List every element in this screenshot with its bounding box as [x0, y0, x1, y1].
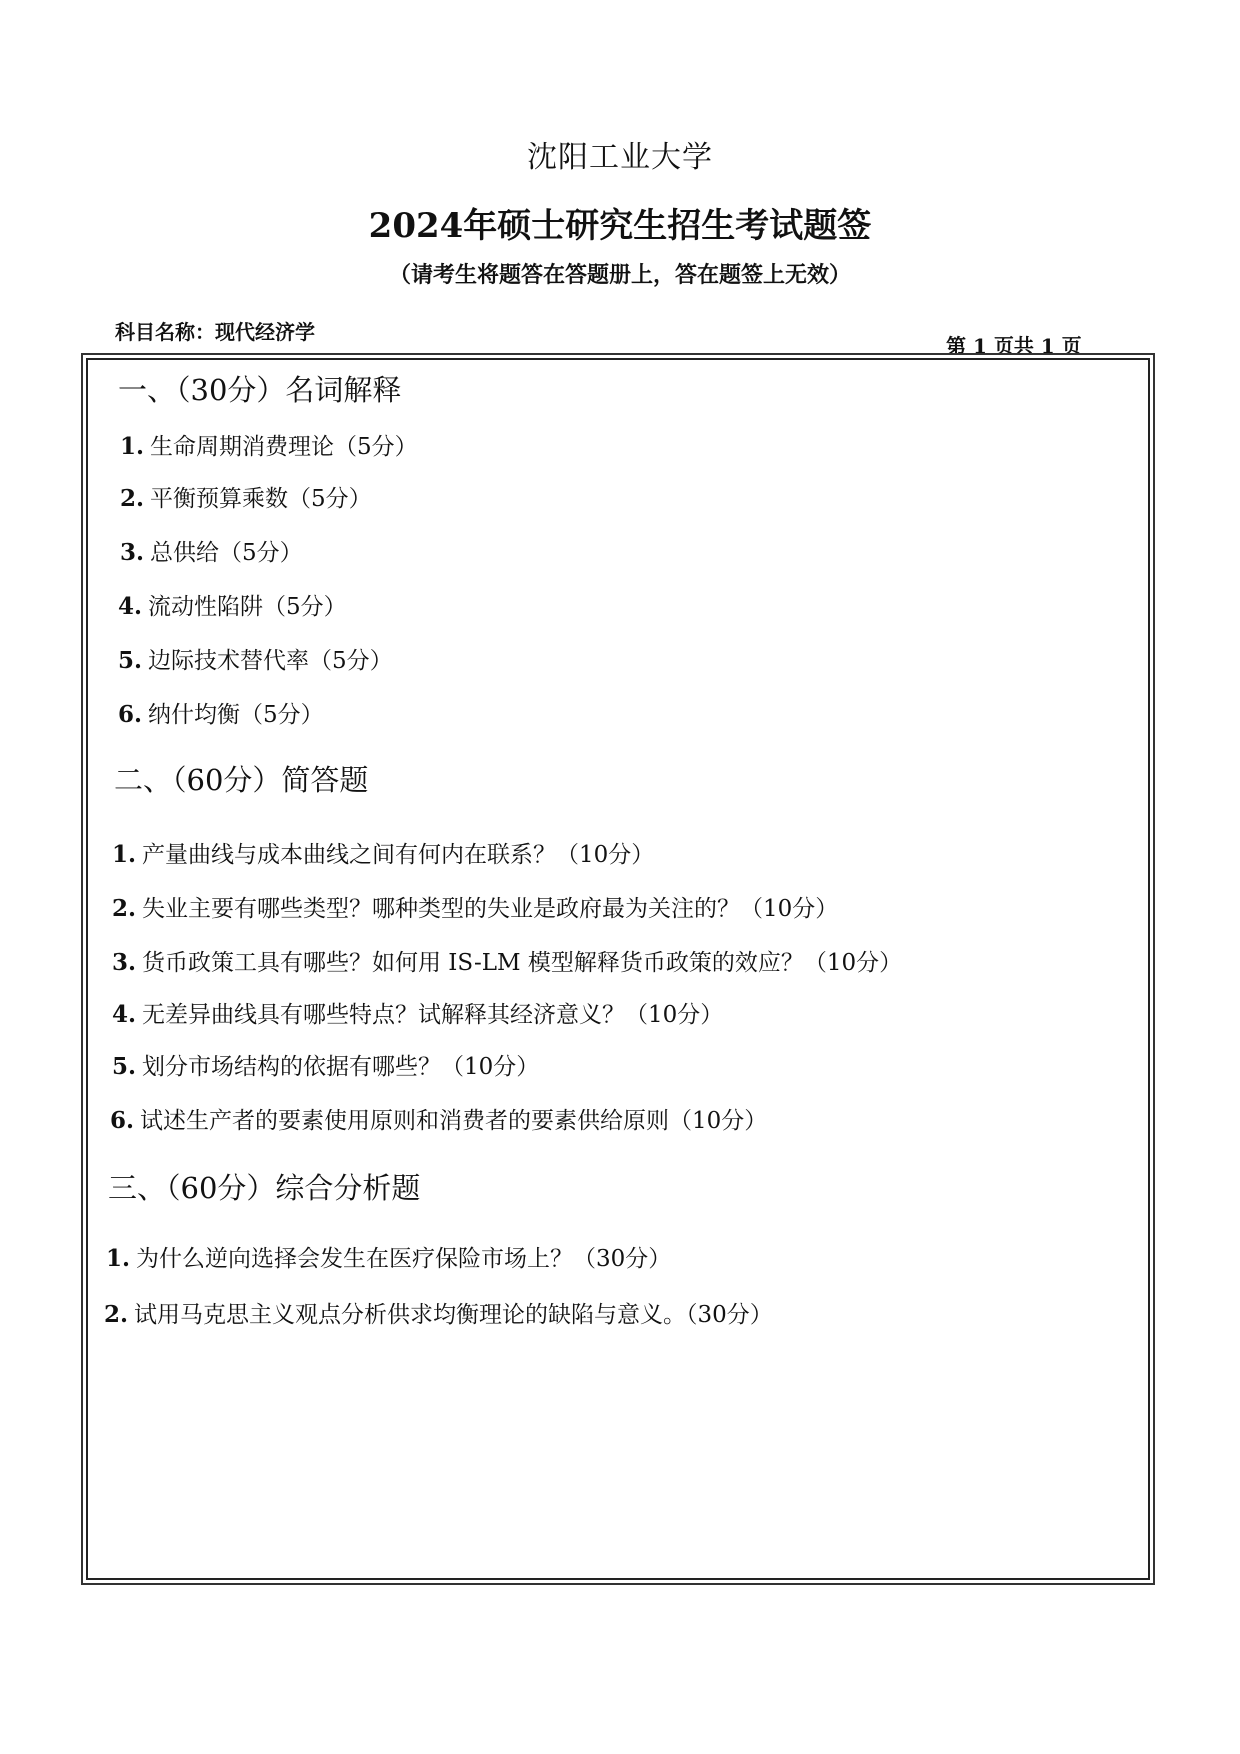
question-text: 无差异曲线具有哪些特点？试解释其经济意义？（10分）: [142, 1002, 724, 1028]
question-item: [120, 428, 418, 461]
question-number: 4.: [112, 1001, 137, 1028]
school-name: 沈阳工业大学: [527, 140, 713, 175]
question-number: 2.: [120, 485, 145, 512]
question-text: 总供给（5分）: [150, 540, 303, 566]
question-text: 试述生产者的要素使用原则和消费者的要素供给原则（10分）: [140, 1108, 768, 1134]
question-item: [110, 1102, 767, 1135]
page-number: 第 1 页共 1 页: [946, 334, 1082, 358]
question-item: [118, 696, 324, 729]
question-number: 1.: [106, 1245, 131, 1272]
question-number: 6.: [110, 1107, 135, 1134]
question-number: 3.: [120, 539, 145, 566]
question-text: 生命周期消费理论（5分）: [150, 434, 418, 460]
question-text: 货币政策工具有哪些？如何用 IS-LM 模型解释货币政策的效应？（10分）: [142, 950, 903, 976]
question-item: [112, 996, 723, 1029]
section-heading-1: 一、（30分）名词解释: [118, 373, 402, 407]
question-item: [112, 836, 654, 869]
question-number: 5.: [118, 647, 143, 674]
question-item: [104, 1296, 773, 1329]
question-text: 流动性陷阱（5分）: [148, 594, 347, 620]
question-item: [112, 944, 902, 977]
question-item: [106, 1240, 671, 1273]
question-text: 边际技术替代率（5分）: [148, 648, 393, 674]
question-number: 1.: [120, 433, 145, 460]
question-number: 2.: [112, 895, 137, 922]
question-number: 3.: [112, 949, 137, 976]
question-number: 5.: [112, 1053, 137, 1080]
question-item: [118, 642, 393, 675]
question-text: 平衡预算乘数（5分）: [150, 486, 372, 512]
question-item: [120, 534, 303, 567]
question-item: [112, 1048, 539, 1081]
question-number: 2.: [104, 1301, 129, 1328]
exam-title: 2024年硕士研究生招生考试题签: [368, 206, 872, 246]
question-number: 6.: [118, 701, 143, 728]
question-number: 1.: [112, 841, 137, 868]
question-text: 产量曲线与成本曲线之间有何内在联系？（10分）: [142, 842, 655, 868]
question-text: 纳什均衡（5分）: [148, 702, 324, 728]
question-text: 试用马克思主义观点分析供求均衡理论的缺陷与意义。（30分）: [134, 1302, 773, 1328]
question-item: [118, 588, 347, 621]
question-text: 为什么逆向选择会发生在医疗保险市场上？（30分）: [136, 1246, 672, 1272]
section-heading-2: 二、（60分）简答题: [114, 763, 369, 797]
question-item: [120, 480, 372, 513]
question-text: 划分市场结构的依据有哪些？（10分）: [142, 1054, 540, 1080]
subject-name: 科目名称：现代经济学: [115, 320, 315, 344]
question-item: [112, 890, 838, 923]
question-number: 4.: [118, 593, 143, 620]
question-text: 失业主要有哪些类型？哪种类型的失业是政府最为关注的？（10分）: [142, 896, 839, 922]
answer-notice: （请考生将题答在答题册上，答在题签上无效）: [388, 262, 851, 288]
section-heading-3: 三、（60分）综合分析题: [108, 1171, 421, 1205]
